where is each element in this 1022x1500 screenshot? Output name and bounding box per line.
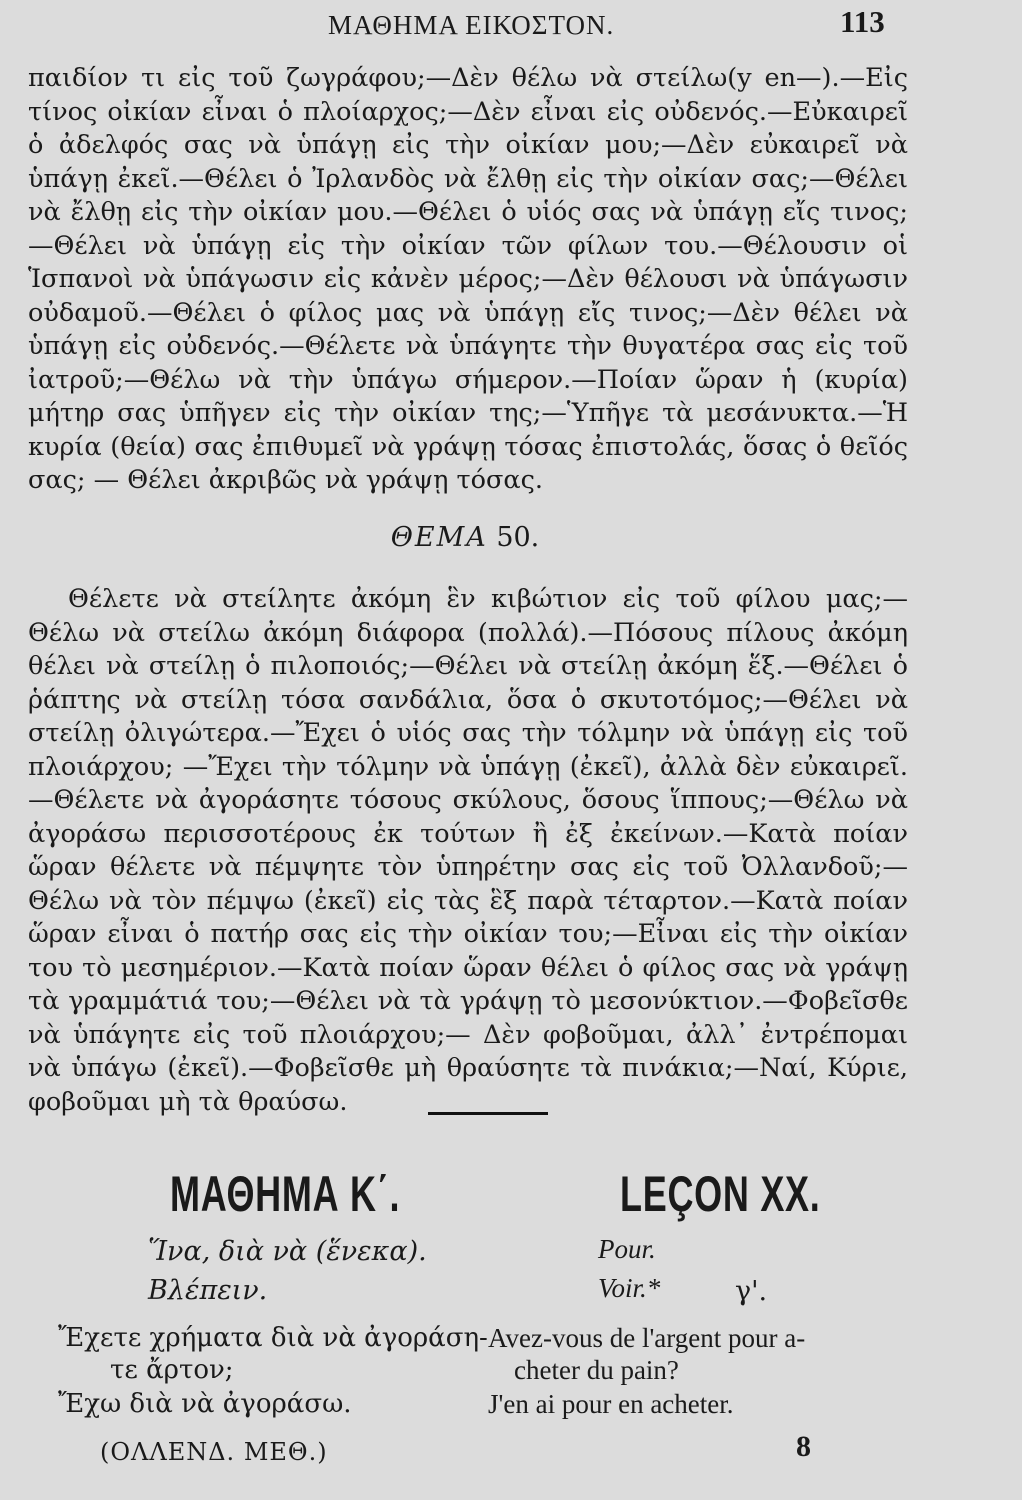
- page-header: [0, 2, 1022, 50]
- lesson-heading-greek: ΜΑΘΗΜΑ Κ΄.: [170, 1166, 401, 1222]
- page-number: 113: [840, 4, 885, 39]
- footer-signature-mark: 8: [796, 1430, 811, 1463]
- exercise-title-number: 50.: [496, 522, 540, 553]
- vocab-greek-1: Ἵνα, διὰ νὰ (ἕνεκα).: [148, 1236, 427, 1267]
- example-french-line-1: Avez-vous de l'argent pour a-: [488, 1323, 806, 1353]
- continued-text-block: [28, 62, 908, 498]
- exercise-title-word: ΘΕΜΑ: [390, 522, 488, 553]
- example-french-line-2: cheter du pain?: [514, 1355, 679, 1385]
- vocab-greek-2: Βλέπειν.: [148, 1275, 268, 1306]
- example-french-line-3: J'en ai pour en acheter.: [488, 1389, 734, 1419]
- example-greek-line-1: Ἔχετε χρήματα διὰ νὰ ἀγοράση-: [58, 1323, 488, 1353]
- footer-signature-text: (ΟΛΛΕΝΔ. ΜΕΘ.): [100, 1438, 328, 1466]
- exercise-paragraph: Θέλετε νὰ στείλητε ἀκόμη ἓν κιβώτιον εἰς τοῦ φίλου μας;—Θέλω νὰ στείλω ἀκόμη διάφορα (πολλά).—Πόσους πίλους ἀκόμη θέλει νὰ στείλῃ ὁ πιλοποιός;—Θέλει νὰ στείλῃ ἀκόμη ἕξ.—Θέλει ὁ ῥάπτης νὰ στείλῃ τόσα σανδάλια, ὅσα ὁ σκυτοτόμος;—Θέλει νὰ στείλῃ ὀλιγώτερα.—Ἔχει ὁ υἱός σας τὴν τόλμην νὰ ὑπάγῃ εἰς τοῦ πλοιάρχου; —Ἔχει τὴν τόλμην νὰ ὑπάγῃ (ἐκεῖ), ἀλλὰ δὲν εὐκαιρεῖ.—Θέλετε νὰ ἀγοράσητε τόσους σκύλους, ὅσους ἵππους;—Θέλω νὰ ἀγοράσω περισσοτέρους ἐκ τούτων ἢ ἐξ ἐκείνων.—Κατὰ ποίαν ὥραν θέλετε νὰ πέμψητε τὸν ὑπηρέτην σας εἰς τοῦ Ὀλλανδοῦ;—Θέλω νὰ τὸν πέμψω (ἐκεῖ) εἰς τὰς ἓξ παρὰ τέταρτον.—Κατὰ ποίαν ὥραν εἶναι ὁ πατήρ σας εἰς τὴν οἰκίαν του;—Εἶναι εἰς τὴν οἰκίαν του τὸ μεσημέριον.—Κατὰ ποίαν ὥραν θέλει ὁ φίλος σας νὰ γράψῃ τὰ γραμμάτιά του;—Θέλει νὰ τὰ γράψῃ τὸ μεσονύκτιον.—Φοβεῖσθε νὰ ὑπάγητε εἰς τοῦ πλοιάρχου;— Δὲν φοβοῦμαι, ἀλλ᾽ ἐντρέπομαι νὰ ὑπάγω (ἐκεῖ).—Φοβεῖσθε μὴ θραύσητε τὰ πινάκια;—Ναί, Κύριε, φοβοῦμαι μὴ τὰ θραύσω.: [28, 584, 908, 1117]
- vocab-french-2: Voir.*: [598, 1273, 661, 1303]
- vocab-french-1: Pour.: [598, 1234, 656, 1264]
- example-greek-line-3: Ἔχω διὰ νὰ ἀγοράσω.: [58, 1389, 352, 1419]
- exercise-title: [0, 522, 930, 553]
- continued-paragraph: παιδίον τι εἰς τοῦ ζωγράφου;—Δὲν θέλω νὰ στείλω(y en—).—Εἰς τίνος οἰκίαν εἶναι ὁ πλοίαρχος;—Δὲν εἶναι εἰς οὐδενός.—Εὐκαιρεῖ ὁ ἀδελφός σας νὰ ὑπάγῃ εἰς τὴν οἰκίαν μου;—Δὲν εὐκαιρεῖ νὰ ὑπάγῃ ἐκεῖ.—Θέλει ὁ Ἰρλανδὸς νὰ ἔλθῃ εἰς τὴν οἰκίαν σας;—Θέλει νὰ ἔλθῃ εἰς τὴν οἰκίαν μου.—Θέλει ὁ υἱός σας νὰ ὑπάγῃ εἴς τινος;—Θέλει νὰ ὑπάγῃ εἰς τὴν οἰκίαν τῶν φίλων του.—Θέλουσιν οἱ Ἱσπανοὶ νὰ ὑπάγωσιν εἰς κἀνὲν μέρος;—Δὲν θέλουσι νὰ ὑπάγωσιν οὐδαμοῦ.—Θέλει ὁ φίλος μας νὰ ὑπάγῃ εἴς τινος;—Δὲν θέλει νὰ ὑπάγῃ εἰς οὐδενός.—Θέλετε νὰ ὑπάγητε τὴν θυγατέρα σας εἰς τοῦ ἰατροῦ;—Θέλω νὰ τὴν ὑπάγω σήμερον.—Ποίαν ὥραν ἡ (κυρία) μήτηρ σας ὑπῆγεν εἰς τὴν οἰκίαν της;—Ὑπῆγε τὰ μεσάνυκτα.—Ἡ κυρία (θεία) σας ἐπιθυμεῖ νὰ γράψῃ τόσας ἐπιστολάς, ὅσας ὁ θεῖός σας; — Θέλει ἀκριβῶς νὰ γράψῃ τόσας.: [28, 63, 908, 495]
- vocab-french-note: γ'.: [735, 1276, 768, 1307]
- example-greek-line-2: τε ἄρτον;: [110, 1355, 234, 1385]
- section-divider: [428, 1112, 548, 1115]
- exercise-text-block: [28, 583, 908, 1119]
- running-head: ΜΑΘΗΜΑ ΕΙΚΟΣΤΟΝ.: [328, 10, 615, 40]
- lesson-heading-french: LEÇON XX.: [620, 1166, 821, 1222]
